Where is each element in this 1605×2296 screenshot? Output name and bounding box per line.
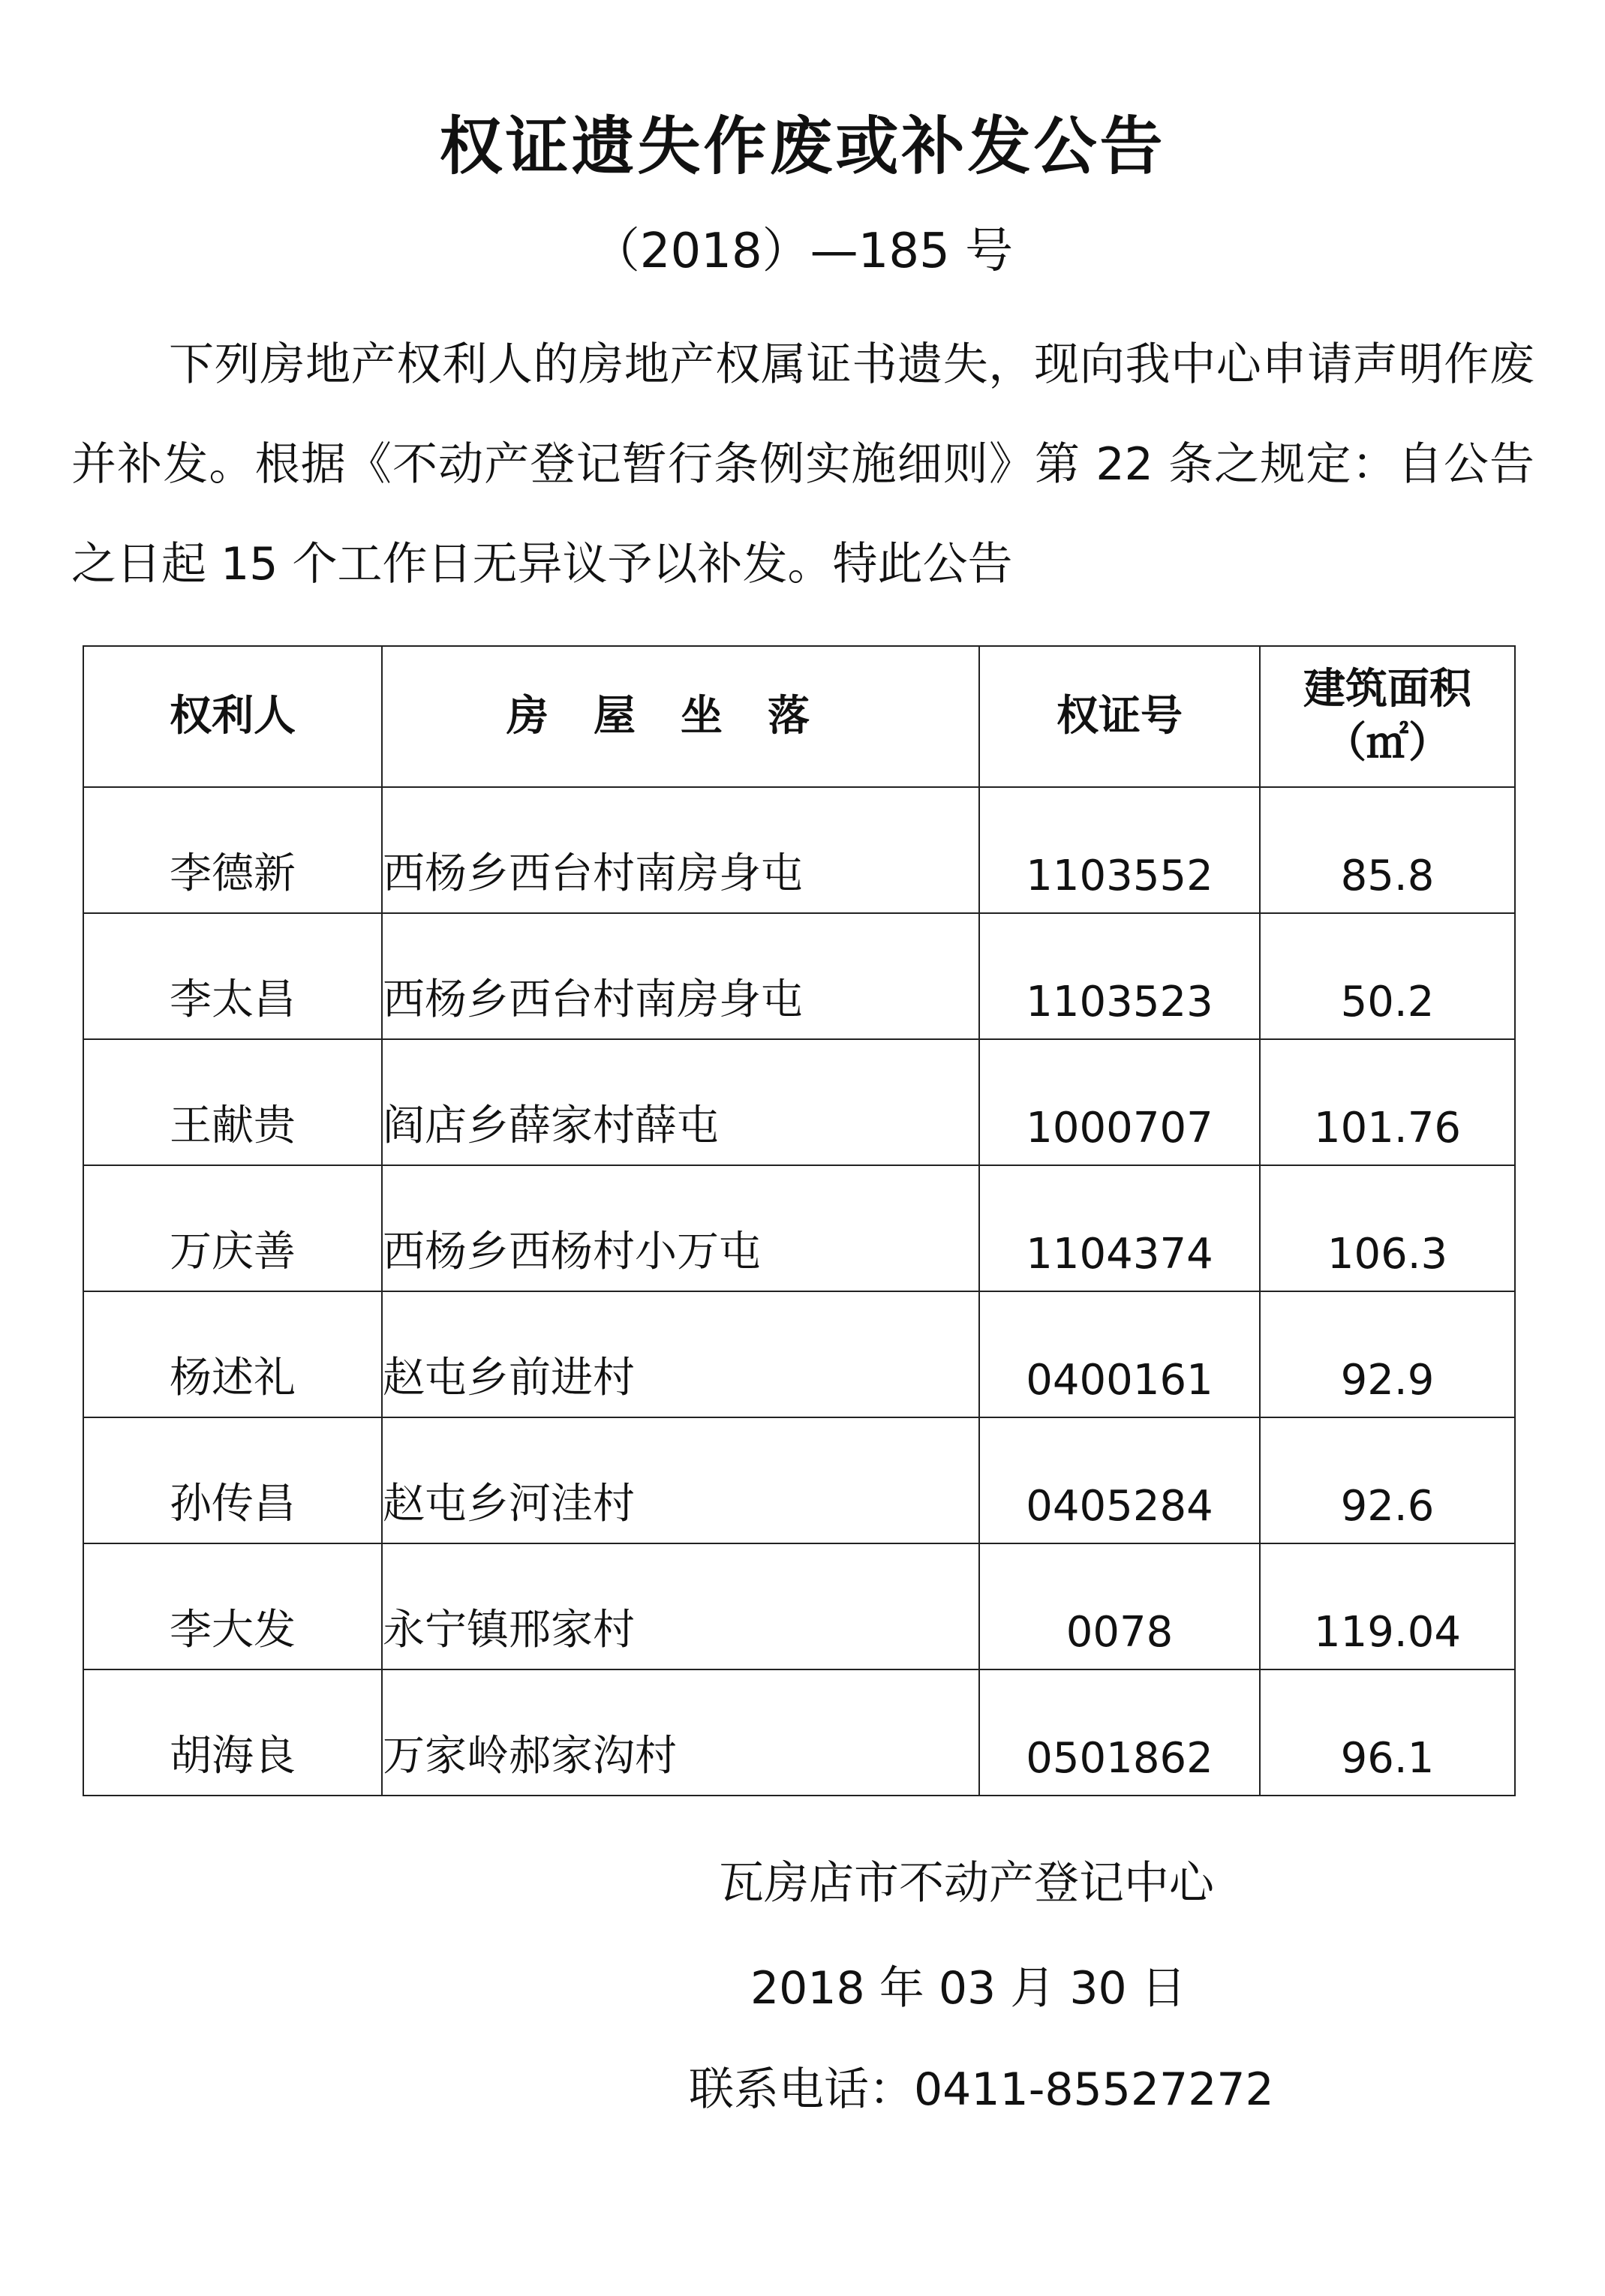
area-cell: 96.1 xyxy=(1260,1669,1515,1796)
location-cell: 赵屯乡前进村 xyxy=(382,1291,979,1417)
owner-cell: 万庆善 xyxy=(83,1165,382,1291)
certificate-cell: 0400161 xyxy=(979,1291,1260,1417)
header-area-label: 建筑面积 xyxy=(1303,665,1471,714)
area-cell: 50.2 xyxy=(1260,913,1515,1039)
certificate-cell: 0501862 xyxy=(979,1669,1260,1796)
table-row xyxy=(83,1165,1515,1291)
table-row xyxy=(83,1543,1515,1669)
table-body xyxy=(83,787,1515,1796)
contact-phone: 联系电话：0411-85527272 xyxy=(689,2063,1274,2116)
area-cell: 101.76 xyxy=(1260,1039,1515,1165)
owner-cell: 杨述礼 xyxy=(83,1291,382,1417)
document-number: （2018）—185 号 xyxy=(591,224,1014,279)
certificate-cell: 0078 xyxy=(979,1543,1260,1669)
certificate-cell: 1103552 xyxy=(979,787,1260,913)
location-cell: 阎店乡薛家村薛屯 xyxy=(382,1039,979,1165)
area-cell: 106.3 xyxy=(1260,1165,1515,1291)
location-cell: 永宁镇邢家村 xyxy=(382,1543,979,1669)
owner-cell: 李大发 xyxy=(83,1543,382,1669)
location-cell: 西杨乡西杨村小万屯 xyxy=(382,1165,979,1291)
location-cell: 赵屯乡河洼村 xyxy=(382,1417,979,1543)
area-cell: 92.6 xyxy=(1260,1417,1515,1543)
location-cell: 万家岭郝家沟村 xyxy=(382,1669,979,1796)
table-row xyxy=(83,1669,1515,1796)
area-cell: 119.04 xyxy=(1260,1543,1515,1669)
area-cell: 85.8 xyxy=(1260,787,1515,913)
certificate-cell: 0405284 xyxy=(979,1417,1260,1543)
area-cell: 92.9 xyxy=(1260,1291,1515,1417)
location-cell: 西杨乡西台村南房身屯 xyxy=(382,787,979,913)
header-location: 房屋坐落 xyxy=(382,646,979,787)
owner-cell: 李德新 xyxy=(83,787,382,913)
header-owner: 权利人 xyxy=(83,646,382,787)
table-row xyxy=(83,787,1515,913)
owner-cell: 李太昌 xyxy=(83,913,382,1039)
table-row xyxy=(83,1039,1515,1165)
intro-paragraph: 下列房地产权利人的房地产权属证书遗失，现向我中心申请声明作废并补发。根据《不动产登记暂行条例实施细则》第 22 条之规定：自公告之日起 15 个工作日无异议予以补发。特此公告 xyxy=(71,338,1534,591)
records-table xyxy=(83,645,1516,1796)
owner-cell: 孙传昌 xyxy=(83,1417,382,1543)
owner-cell: 王献贵 xyxy=(83,1039,382,1165)
table-header-row xyxy=(83,646,1515,787)
header-area-unit: （㎡） xyxy=(1324,719,1450,768)
certificate-cell: 1103523 xyxy=(979,913,1260,1039)
table-row xyxy=(83,913,1515,1039)
issue-date: 2018 年 03 月 30 日 xyxy=(750,1962,1186,2015)
table-row xyxy=(83,1291,1515,1417)
certificate-cell: 1104374 xyxy=(979,1165,1260,1291)
table-row xyxy=(83,1417,1515,1543)
header-certificate: 权证号 xyxy=(979,646,1260,787)
owner-cell: 胡海良 xyxy=(83,1669,382,1796)
page-title: 权证遗失作废或补发公告 xyxy=(439,110,1166,183)
header-area xyxy=(1260,646,1515,787)
issuing-organization: 瓦房店市不动产登记中心 xyxy=(719,1857,1214,1910)
location-cell: 西杨乡西台村南房身屯 xyxy=(382,913,979,1039)
certificate-cell: 1000707 xyxy=(979,1039,1260,1165)
